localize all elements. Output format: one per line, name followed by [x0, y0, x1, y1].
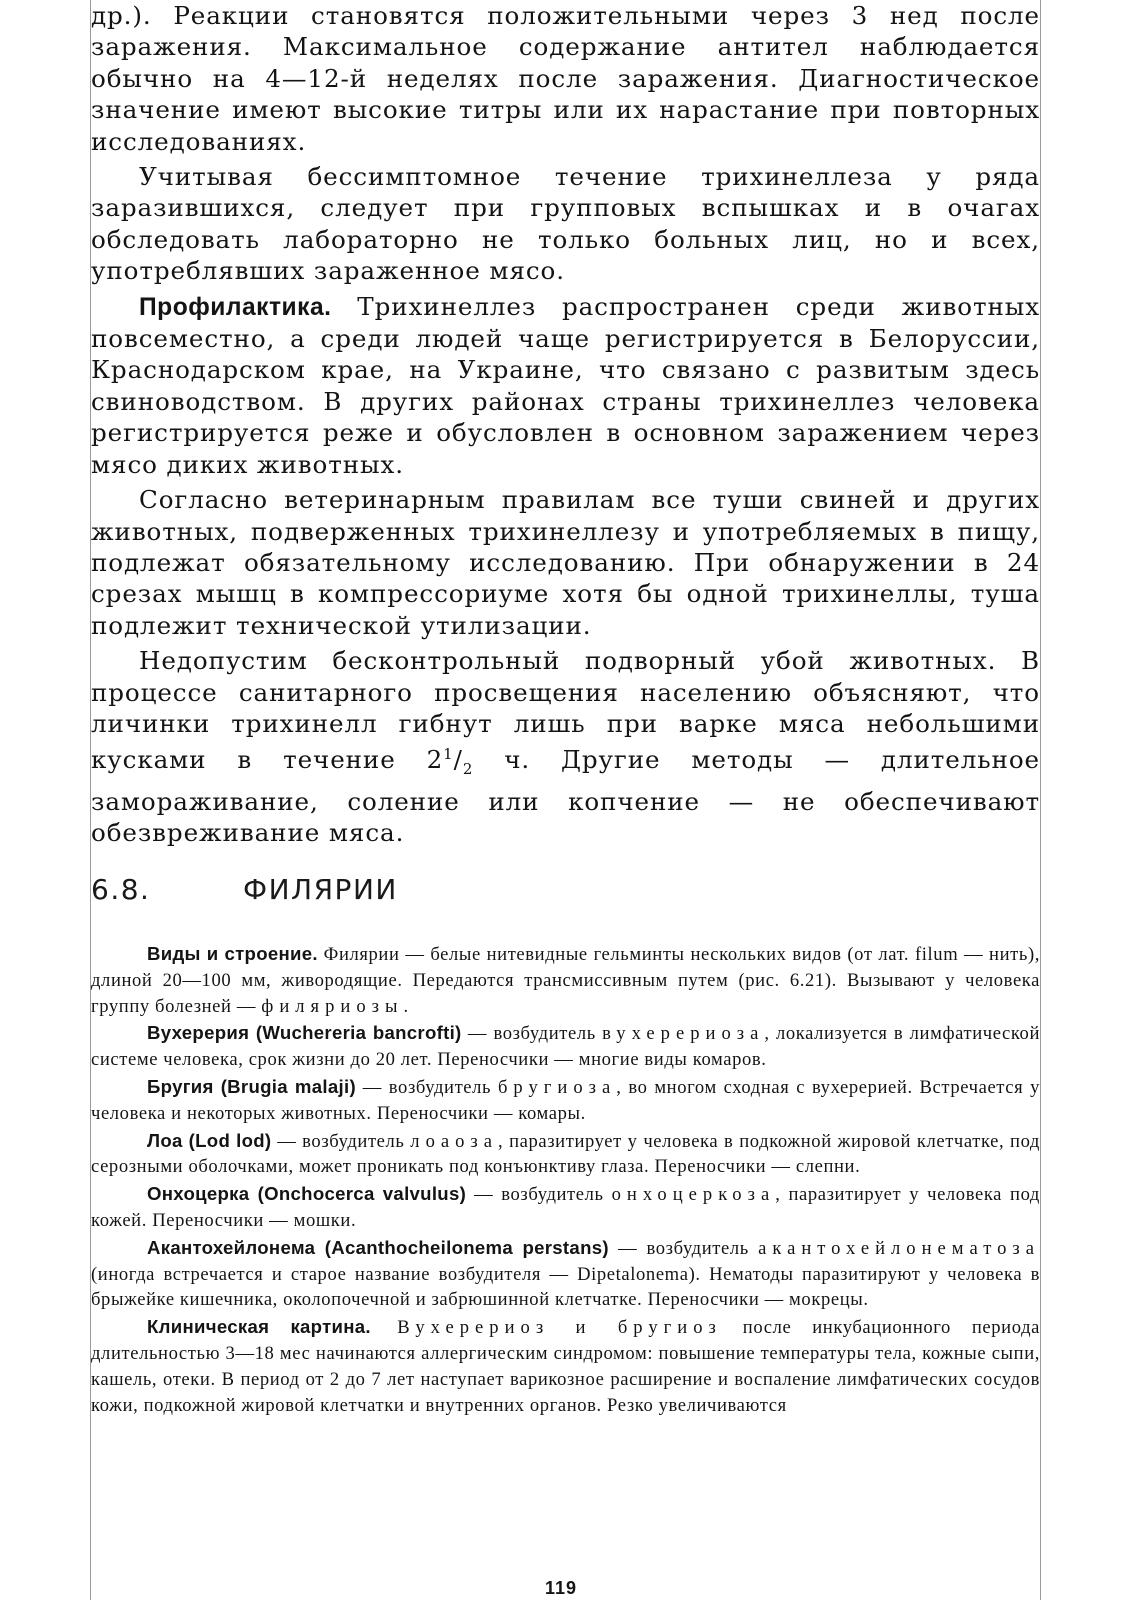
section-title: ФИЛЯРИИ: [243, 873, 398, 906]
page-number: 119: [545, 1578, 578, 1598]
paragraph-veterinary-rules: Согласно ветеринарным правилам все туши свиней и других животных, подверженных трихинеллезу и употребляемых в пищу, подлежат обязательному исследованию. При обнаружении в 24 срезах мышц в компрессориуме хотя бы одной трихинеллы, туша подлежит технической утилизации.: [91, 485, 1040, 640]
paragraph-serology: др.). Реакции становятся положительными через 3 нед после заражения. Максимальное содержание антител наблюдается обычно на 4—12-й неделях после заражения. Диагностическое значение имеют высокие титры или их нарастание при повторных исследованиях.: [91, 1, 1040, 156]
section-heading: [91, 873, 398, 906]
paragraph-acanthocheilonema: Акантохейлонема (Acanthocheilonema perstans) — возбудитель акантохейлонематоза (иногда встречается и старое название возбудителя — Dipetalonema). Нематоды паразитируют у человека в брыжейке кишечника, околопочечной и забрюшинной клетчатке. Переносчики — мокрецы.: [91, 1236, 1040, 1311]
fraction-denominator: 2: [462, 760, 474, 779]
paragraph-brugia: Бругия (Brugia malaji) — возбудитель бругиоза, во многом сходная с вухерерией. Встречается у человека и некоторых животных. Переносчики — комары.: [91, 1075, 1040, 1124]
paragraph-slaughter: Недопустим бесконтрольный подворный убой животных. В процессе санитарного просвещения населению объясняют, что личинки трихинелл гибнут лишь при варке мяса небольшими кусками в течение $2^1/_2$ ч. Другие методы — длительное замораживание, соление или копчение — не обеспечивают обезвреживание мяса.: [91, 646, 1041, 848]
scan-edge-right: [1040, 0, 1041, 1600]
paragraph-prophylaxis: Профилактика. Трихинеллез распространен среди животных повсеместно, а среди людей чаще регистрируется в Белоруссии, Краснодарском крае, на Украине, что связано с развитым здесь свиноводством. В других районах страны трихинеллез человека регистрируется реже и обусловлен в основном заражением через мясо диких животных.: [91, 291, 1040, 479]
paragraph-species: Виды и строение. Филярии — белые нитевидные гельминты нескольких видов (от лат. filum — нить), длиной 20—100 мм, живородящие. Передаются трансмиссивным путем (рис. 6.21). Вызывают у человека группу болезней — филяриозы.: [91, 943, 1040, 1017]
paragraph-loa: Лоа (Lod lod) — возбудитель лоаоза, паразитирует у человека в подкожной жировой клетчатке, под серозными оболочками, может проникать под конъюнктиву глаза. Переносчики — слепни.: [91, 1129, 1040, 1178]
upper-text-block: [91, 0, 1040, 849]
prophylaxis-heading: Профилактика.: [139, 293, 332, 321]
fraction-numerator: 1: [443, 745, 454, 764]
paragraph-asymptomatic: Учитывая бессимптомное течение трихинеллеза у ряда заразившихся, следует при групповых вспышках и в очагах обследовать лабораторно не только больных лиц, но и всех, употреблявших зараженное мясо.: [91, 162, 1040, 286]
paragraph-onchocerca: Онхоцерка (Onchocerca valvulus) — возбудитель онхоцеркоза, паразитирует у человека под кожей. Переносчики — мошки.: [91, 1183, 1040, 1231]
section-number: 6.8.: [91, 873, 151, 906]
paragraph-wuchereria: Вухерерия (Wuchereria bancrofti) — возбудитель вухерериоза, локализуется в лимфатической системе человека, срок жизни до 20 лет. Переносчики — многие виды комаров.: [91, 1022, 1041, 1071]
lower-text-block: [91, 941, 1040, 1418]
paragraph-clinical: Клиническая картина. Вухерериоз и бругиоз после инкубационного периода длительностью 3—18 мес начинаются аллергическим синдромом: повышение температуры тела, кожные сыпи, кашель, отеки. В период от 2 до 7 лет наступает варикозное расширение и воспаление лимфатических сосудов кожи, подкожной жировой клетчатки и внутренних органов. Резко увеличиваются: [91, 1316, 1040, 1416]
fraction-slash: /: [453, 745, 463, 775]
